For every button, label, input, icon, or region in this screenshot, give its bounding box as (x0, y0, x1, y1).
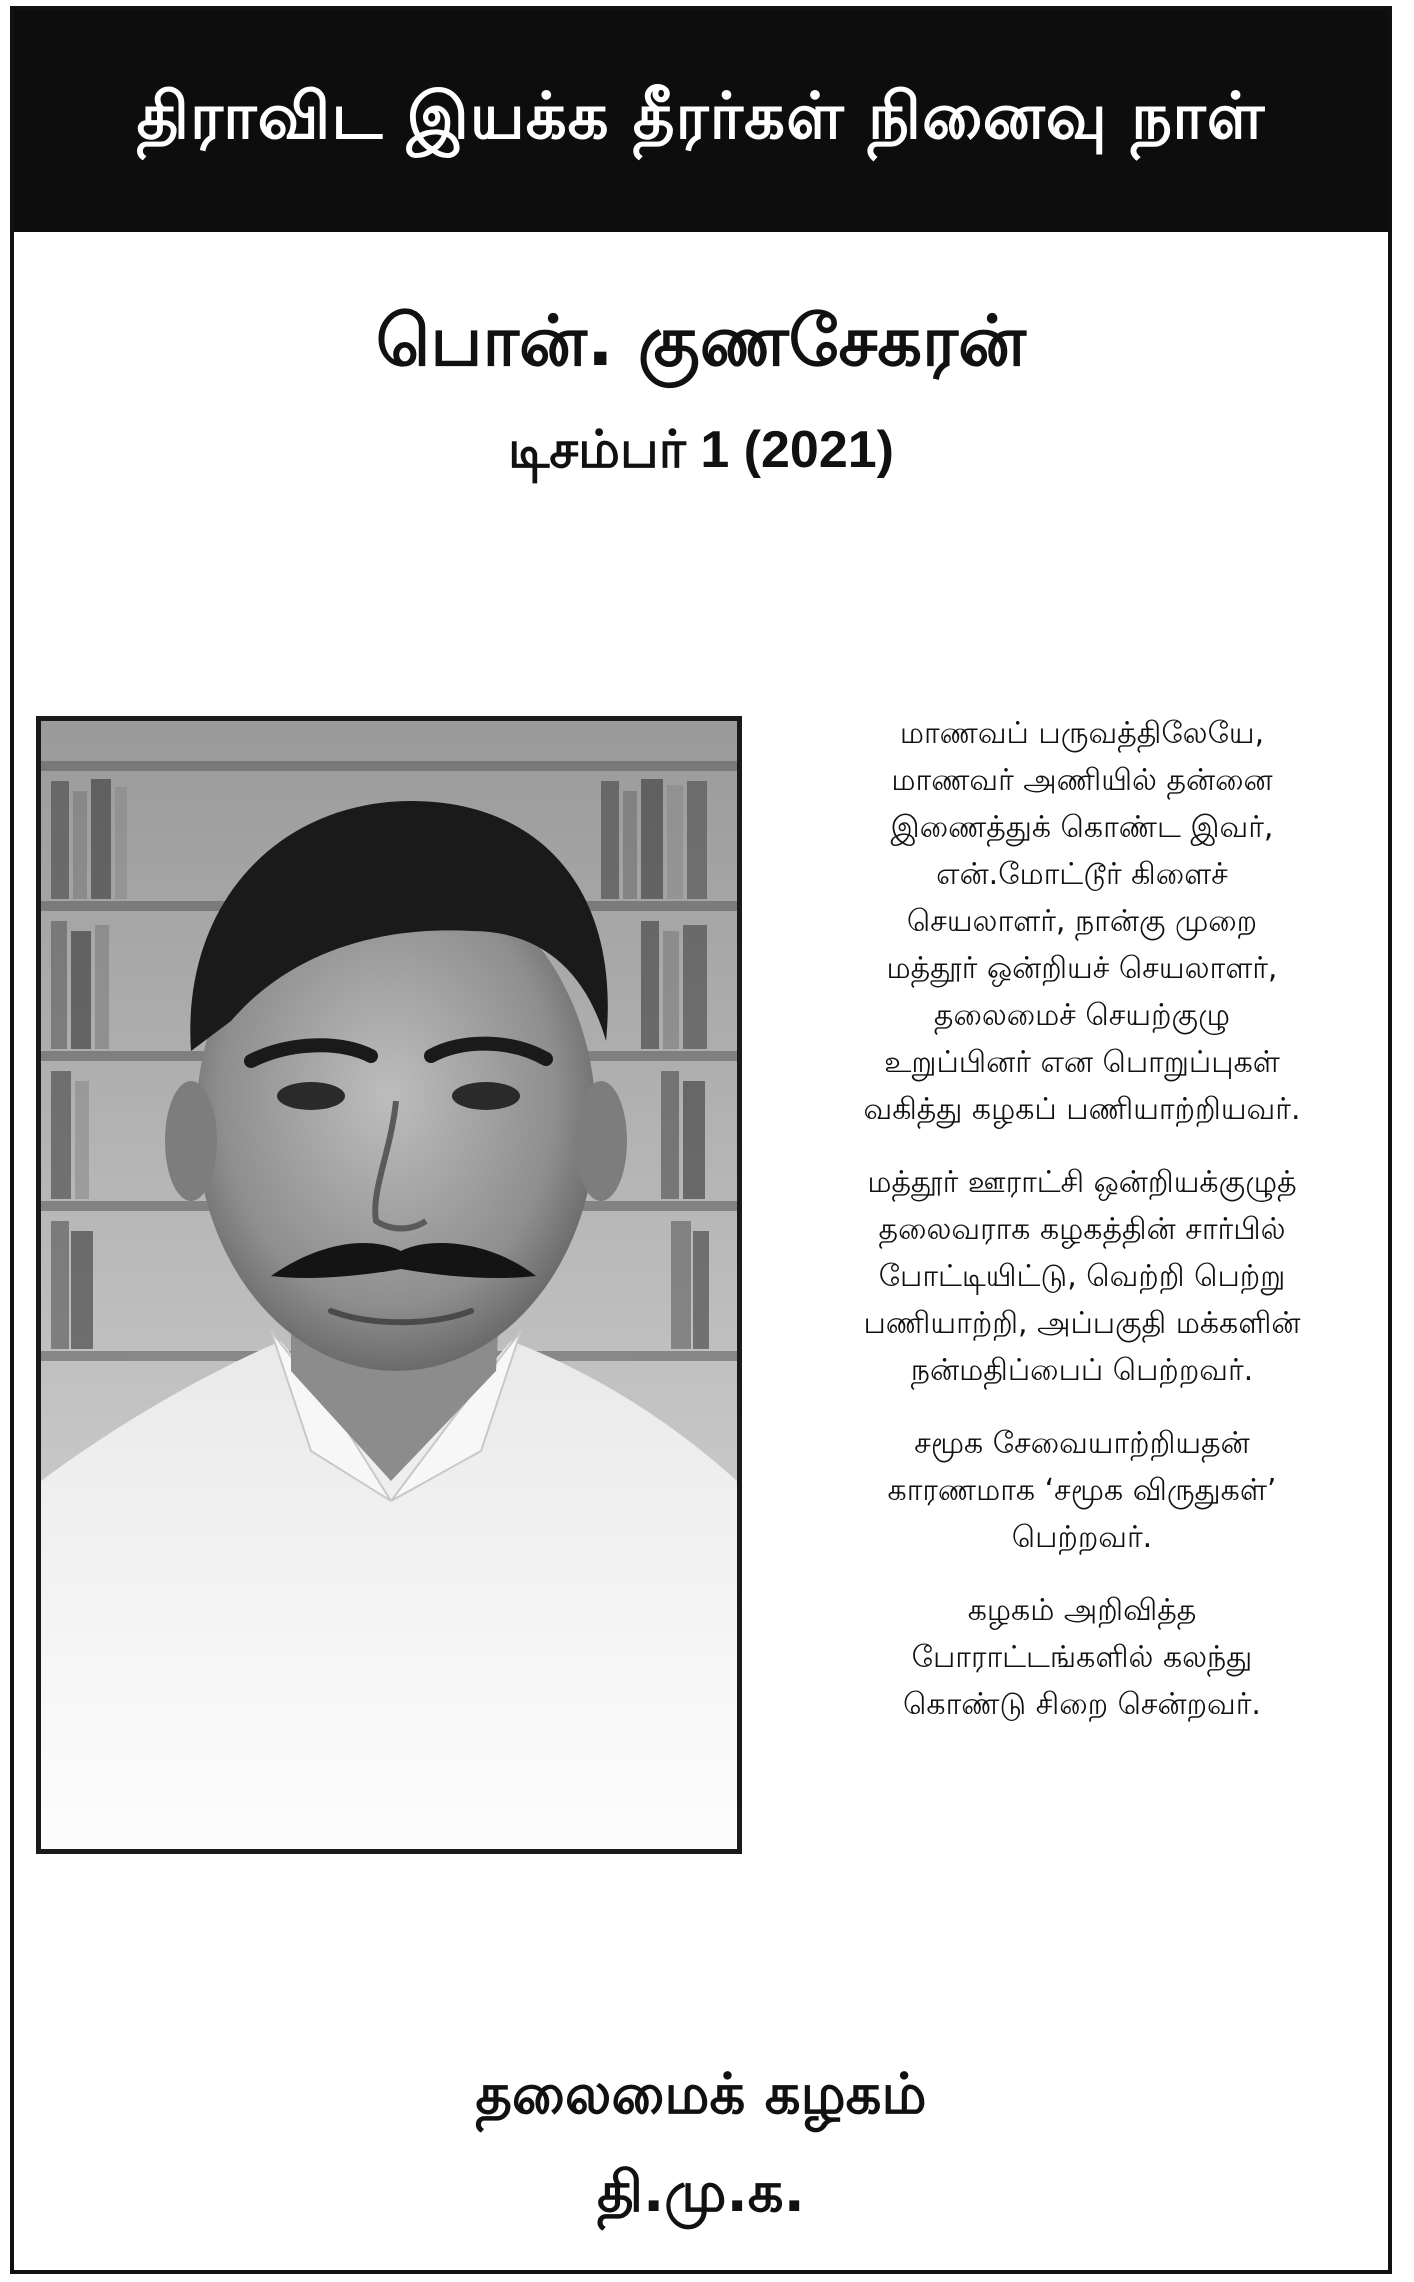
memorial-date: டிசம்பர் 1 (2021) (507, 421, 894, 479)
bio-line: போட்டியிட்டு, வெற்றி பெற்று (878, 1259, 1286, 1294)
portrait-illustration (41, 721, 737, 1849)
biography (766, 710, 1398, 1754)
portrait-photo (36, 716, 742, 1854)
bio-line: மத்தூர் ஒன்றியச் செயலாளர், (886, 951, 1278, 986)
issuing-organization: தலைமைக் கழகம் (475, 2062, 927, 2127)
memorial-notice (10, 6, 1392, 2274)
bio-line: நன்மதிப்பைப் பெற்றவர். (910, 1353, 1254, 1388)
bio-line: போராட்டங்களில் கலந்து (911, 1640, 1253, 1675)
bio-line: பெற்றவர். (1011, 1520, 1153, 1555)
bio-line: மத்தூர் ஊராட்சி ஒன்றியக்குழுத் (867, 1165, 1297, 1200)
bio-line: தலைமைச் செயற்குழு (933, 998, 1231, 1033)
header-banner (14, 10, 1388, 232)
bio-line: செயலாளர், நான்கு முறை (906, 904, 1258, 939)
bio-line: கொண்டு சிறை சென்றவர். (903, 1687, 1261, 1722)
bio-line: காரணமாக ‘சமூக விருதுகள்’ (887, 1473, 1277, 1508)
bio-line: உறுப்பினர் என பொறுப்புகள் (884, 1045, 1280, 1080)
person-name: பொன். குணசேகரன் (375, 300, 1027, 382)
party-name: தி.மு.க. (597, 2160, 805, 2225)
bio-paragraph-1 (766, 710, 1398, 1133)
bio-paragraph-2 (766, 1159, 1398, 1394)
bio-line: மாணவர் அணியில் தன்னை (891, 763, 1273, 798)
bio-line: இணைத்துக் கொண்ட இவர், (890, 810, 1274, 845)
bio-paragraph-4 (766, 1587, 1398, 1728)
bio-line: என்.மோட்டூர் கிளைச் (936, 857, 1228, 892)
bio-line: மாணவப் பருவத்திலேயே, (899, 716, 1265, 751)
bio-line: தலைவராக கழகத்தின் சார்பில் (878, 1212, 1286, 1247)
bio-line: கழகம் அறிவித்த (967, 1593, 1197, 1628)
bio-line: வகித்து கழகப் பணியாற்றியவர். (863, 1092, 1301, 1127)
banner-title: திராவிட இயக்க தீரர்கள் நினைவு நாள் (136, 80, 1266, 154)
bio-line: சமூக சேவையாற்றியதன் (914, 1426, 1250, 1461)
bio-paragraph-3 (766, 1420, 1398, 1561)
bio-line: பணியாற்றி, அப்பகுதி மக்களின் (863, 1306, 1301, 1341)
